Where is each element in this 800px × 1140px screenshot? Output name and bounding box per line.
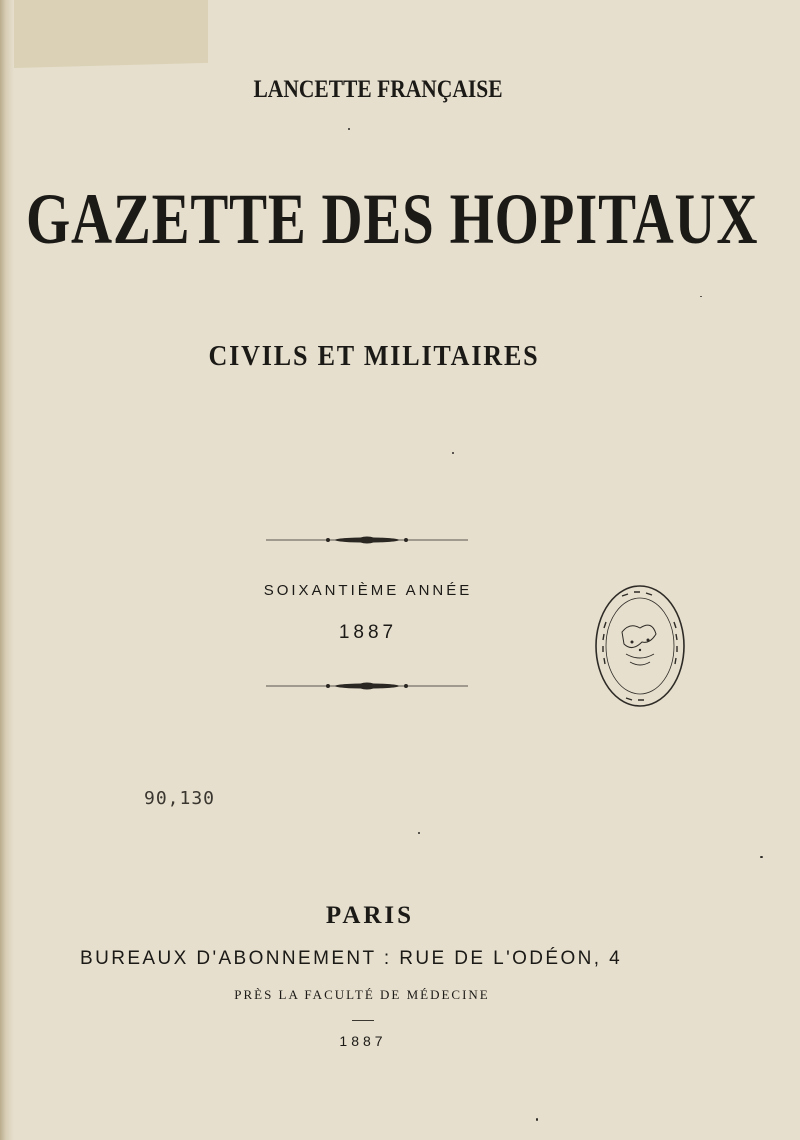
- imprint-address: BUREAUX D'ABONNEMENT : RUE DE L'ODÉON, 4: [80, 948, 623, 969]
- imprint-year: 1887: [339, 1033, 387, 1049]
- shelfmark: 90,130: [144, 788, 216, 809]
- paper-speck: [348, 128, 350, 130]
- paper-speck: [700, 296, 702, 297]
- subtitle: CIVILS ET MILITAIRES: [208, 340, 540, 372]
- edition-year: 1887: [338, 622, 398, 643]
- binding-edge: [0, 0, 14, 1140]
- library-stamp: [592, 582, 688, 710]
- paper-speck: [452, 452, 454, 454]
- supertitle: LANCETTE FRANÇAISE: [253, 76, 503, 103]
- imprint-place: PARIS: [325, 902, 415, 929]
- ornament-rule-bottom: [266, 681, 468, 691]
- paper-speck: [760, 856, 763, 858]
- paper-speck: [536, 1118, 538, 1121]
- ornament-rule-top: [266, 535, 468, 545]
- main-title: GAZETTE DES HOPITAUX: [26, 179, 759, 259]
- edition-label: SOIXANTIÈME ANNÉE: [263, 582, 473, 599]
- tape-strip: [14, 0, 208, 68]
- imprint-location: PRÈS LA FACULTÉ DE MÉDECINE: [234, 987, 490, 1002]
- imprint-dash: [352, 1020, 374, 1021]
- paper-speck: [418, 832, 420, 834]
